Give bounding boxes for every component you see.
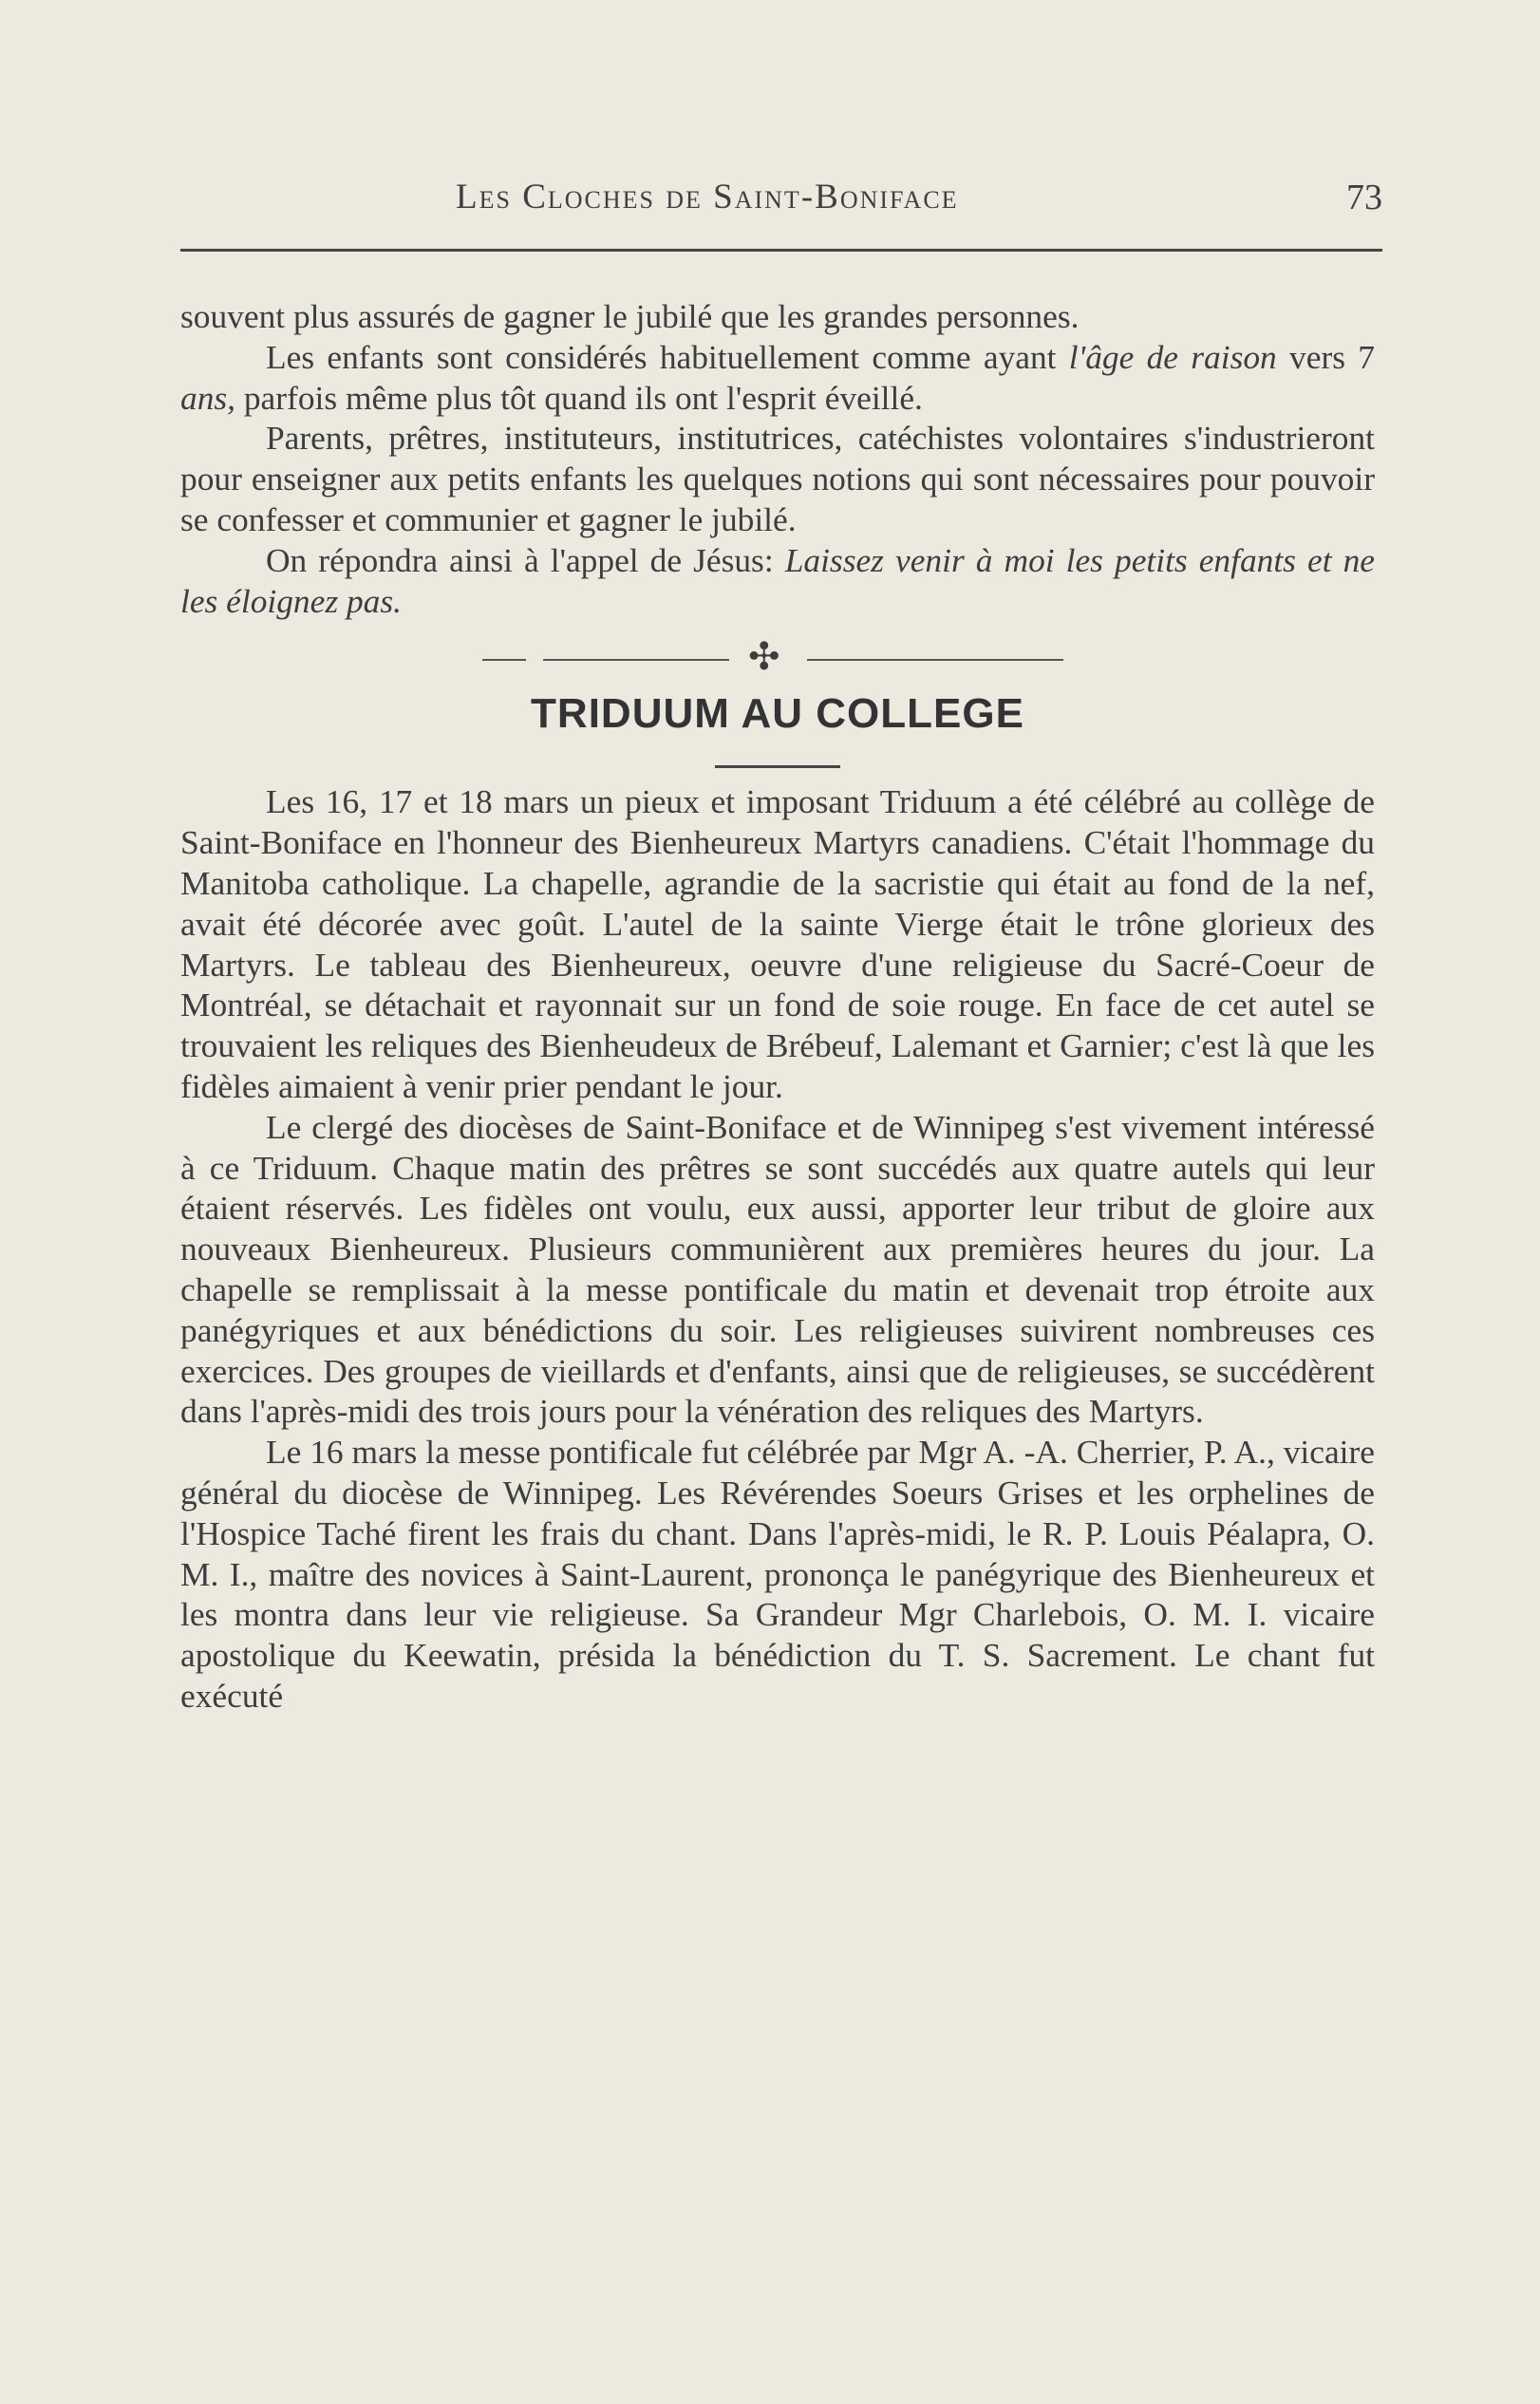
body-paragraph-2: Le clergé des diocèses de Saint-Boniface et de Winnipeg s'est vivement intéressé à ce Triduum. Chaque matin des prêtres se sont succédés aux quatre autels qui leur étaient réservés. Les fidèles ont voulu, eux aussi, apporter leur tribut de gloire aux nouveaux Bienheureux. Plusieurs communièrent aux premières heures du jour. La chapelle se remplissait à la messe pontificale du matin et devenait trop étroite aux panégyriques et aux bénédictions du soir. Les religieuses suivirent nombreuses ces exercices. Des groupes de vieillards et d'enfants, ainsi que de religieuses, se succédèrent dans l'après-midi des trois jours pour la vénération des reliques des Martyrs. (180, 1107, 1375, 1431)
paragraph-text: Parents, prêtres, instituteurs, institutrices, catéchistes volontaires s'industrieront pour enseigner aux petits enfants les quelques notions qui sont nécessaires pour pouvoir se confesser et communier et gagner le jubilé. (180, 419, 1375, 538)
paragraph-text: parfois même plus tôt quand ils ont l'esprit éveillé. (235, 378, 923, 417)
section-separator (180, 635, 1375, 682)
separator-dash (482, 659, 526, 661)
header-rule (180, 249, 1382, 252)
running-title: Les Cloches de Saint-Boniface (456, 178, 959, 216)
italic-phrase: ans, (180, 378, 236, 417)
paragraph-text: Les enfants sont considérés habituellement comme ayant (266, 337, 1069, 376)
section-title: TRIDUUM AU COLLEGE (531, 690, 1024, 738)
page-number: 73 (1346, 178, 1382, 217)
italic-quote: Laissez venir à moi les petits enfants et ne les éloignez pas. (180, 540, 1375, 620)
continued-paragraph (180, 296, 1375, 337)
body-paragraph-3: Le 16 mars la messe pontificale fut célébrée par Mgr A. -A. Cherrier, P. A., vicaire général du diocèse de Winnipeg. Les Révérendes Soeurs Grises et les orphelines de l'Hospice Taché firent les frais du chant. Dans l'après-midi, le R. P. Louis Péalapra, O. M. I., maître des novices à Saint-Laurent, prononça le panégyrique des Bienheureux et les montra dans leur vie religieuse. Sa Grandeur Mgr Charlebois, O. M. I. vicaire apostolique du Keewatin, présida la bénédiction du T. S. Sacrement. Le chant fut exécuté (180, 1433, 1375, 1715)
italic-phrase: l'âge de raison (1068, 337, 1277, 376)
separator-line-left (543, 659, 729, 661)
paragraph-text: On répondra ainsi à l'appel de Jésus: (266, 540, 785, 579)
paragraph-text: vers 7 (1276, 337, 1375, 376)
separator-line-right (807, 659, 1063, 661)
age-of-reason-paragraph (180, 337, 1375, 419)
running-head (180, 177, 1382, 234)
cross-ornament-icon: ✣ (748, 635, 780, 679)
jesus-call-paragraph (180, 540, 1375, 622)
parents-paragraph (180, 418, 1375, 539)
body-paragraph-1: Les 16, 17 et 18 mars un pieux et imposant Triduum a été célébré au collège de Saint-Boniface en l'honneur des Bienheureux Martyrs canadiens. C'était l'hommage du Manitoba catholique. La chapelle, agrandie de la sacristie qui était au fond de la nef, avait été décorée avec goût. L'autel de la sainte Vierge était le trône glorieux des Martyrs. Le tableau des Bienheureux, oeuvre d'une religieuse du Sacré-Coeur de Montréal, se détachait et rayonnait sur un fond de soie rouge. En face de cet autel se trouvaient les reliques des Bienheudeux de Brébeuf, Lalemant et Garnier; c'est là que les fidèles aimaient à venir prier pendant le jour. (180, 782, 1375, 1105)
paragraph-text: souvent plus assurés de gagner le jubilé que les grandes personnes. (180, 297, 1080, 335)
title-underline-rule (715, 765, 840, 768)
page-body (180, 296, 1375, 1717)
